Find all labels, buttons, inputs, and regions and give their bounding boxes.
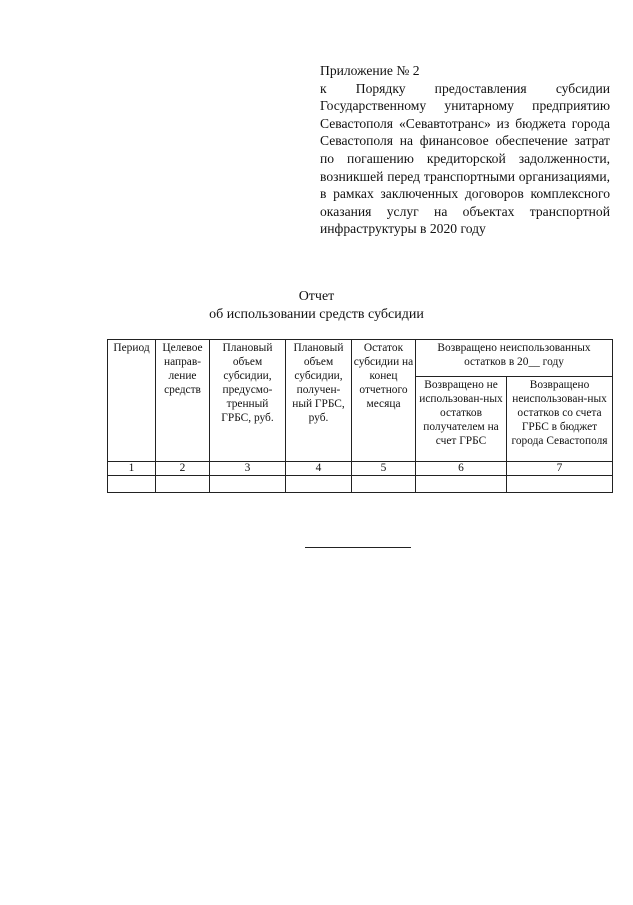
table-row: [108, 476, 613, 493]
appendix-title: Приложение № 2: [320, 63, 420, 78]
column-number: 3: [210, 462, 286, 476]
table-cell: [156, 476, 210, 493]
column-number: 2: [156, 462, 210, 476]
table-cell: [507, 476, 613, 493]
column-number: 7: [507, 462, 613, 476]
column-number: 6: [416, 462, 507, 476]
header-planned-received: Плановый объем субсидии, получен-ный ГРБС, руб.: [286, 340, 352, 462]
table-cell: [108, 476, 156, 493]
table-cell: [286, 476, 352, 493]
appendix-block: [320, 62, 610, 238]
header-purpose: Целевое направ-ление средств: [156, 340, 210, 462]
header-balance: Остаток субсидии на конец отчетного месяца: [352, 340, 416, 462]
column-number: 4: [286, 462, 352, 476]
column-number: 1: [108, 462, 156, 476]
header-planned-provided: Плановый объем субсидии, предусмо-тренный ГРБС, руб.: [210, 340, 286, 462]
header-returned-to-budget: Возвращено неиспользован-ных остатков со счета ГРБС в бюджет города Севастополя: [507, 377, 613, 462]
table-cell: [210, 476, 286, 493]
table-cell: [416, 476, 507, 493]
header-returned-group: Возвращено неиспользованных остатков в 20__ году: [416, 340, 613, 377]
report-subtitle: об использовании средств субсидии: [209, 307, 424, 322]
column-number-row: [108, 462, 613, 476]
header-period: Период: [108, 340, 156, 462]
table-cell: [352, 476, 416, 493]
header-returned-to-grbs: Возвращено не использован-ных остатков получателем на счет ГРБС: [416, 377, 507, 462]
appendix-text: к Порядку предоставления субсидии Государственному унитарному предприятию Севастополя «Севавтотранс» из бюджета города Севастополя на финансовое обеспечение затрат по погашению кредиторской задолженности, возникшей перед транспортными организациями, в рамках заключенных договоров комплексного оказания услуг на объектах транспортной инфраструктуры в 2020 году: [320, 80, 610, 237]
report-title: Отчет: [298, 289, 335, 304]
signature-line: [305, 547, 411, 548]
table-header-row: [108, 340, 613, 377]
subsidy-report-table: [107, 339, 613, 493]
column-number: 5: [352, 462, 416, 476]
